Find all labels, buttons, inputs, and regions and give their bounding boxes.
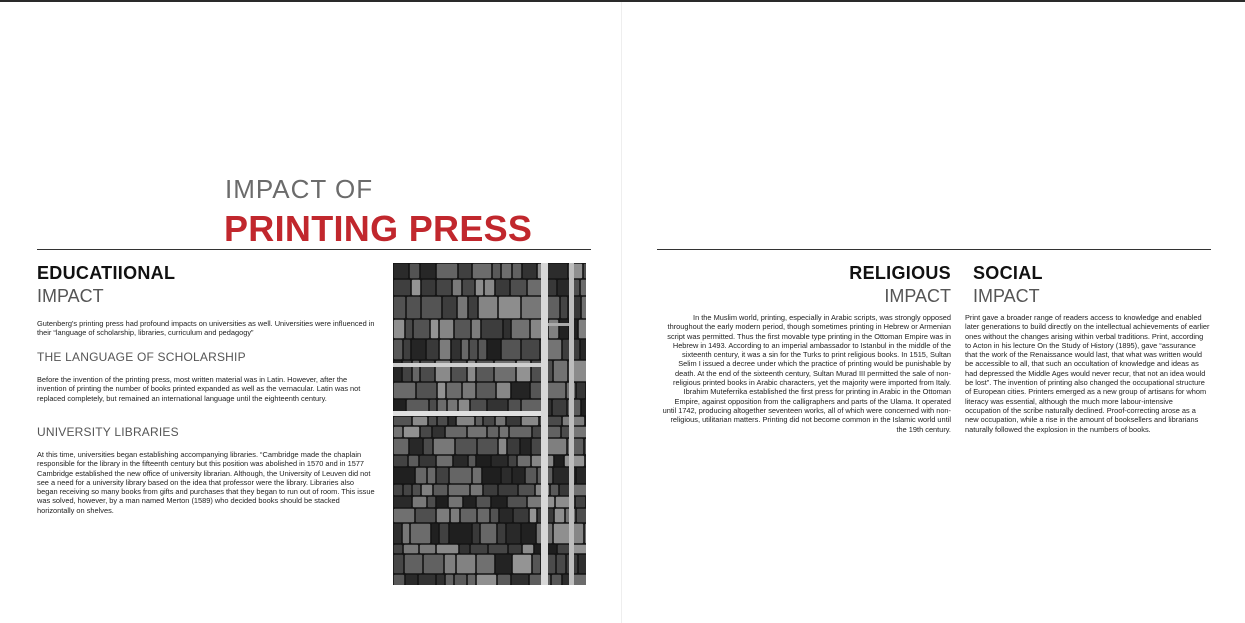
religious-heading: RELIGIOUS — [849, 263, 951, 283]
educational-intro: Gutenberg’s printing press had profound impacts on universities as well. Universities were influenced in their “language of scholarship, libraries, curriculum and pedagogy” — [37, 319, 375, 338]
educational-heading: EDUCATIIONAL — [37, 263, 176, 283]
spread-title-line2: PRINTING PRESS — [224, 208, 533, 249]
letterpress-type-photo — [393, 263, 586, 585]
language-scholarship-text: Before the invention of the printing press, most written material was in Latin. However, after the invention of printing the number of books printed expanded as well as the vernacular. Latin was not replaced completely, but remained an international language until the eighteenth century. — [37, 375, 361, 403]
social-subheading: IMPACT — [973, 286, 1040, 306]
right-title-rule — [657, 249, 1211, 250]
social-heading: SOCIAL — [973, 263, 1043, 283]
language-scholarship-heading: THE LANGUAGE OF SCHOLARSHIP — [37, 350, 246, 364]
university-libraries-text: At this time, universities began establishing accompanying libraries. “Cambridge made the chaplain responsible for the library in the fifteenth century but this position was abolished in 1570 and in 1577 Cambridge established the new office of university librarian. Although, the University of Leuven did not see a need for a university library based on the idea that professor were the library. Libraries also began receiving so many books from gifts and purchases that they began to run out of room. This issue was solved, however, by a man named Merton (1589) who decided books should be stacked horizontally on shelves. — [37, 450, 375, 515]
spread-title-line1: IMPACT OF — [225, 174, 374, 204]
social-text: Print gave a broader range of readers access to knowledge and enabled later generations to build directly on the intellectual achievements of earlier ones without the changes arising within verbal traditions. Print, according to Acton in his lecture On the Study of History (1895), gave “assurance that the work of the Renaissance would last, that what was written would be accessible to all, that such an occultation of knowledge and ideas as had depressed the Middle Ages would never recur, that not an idea would be lost”. The invention of printing also changed the occupational structure of European cities. Printers emerged as a new group of artisans for whom literacy was essential, although the much more labour-intensive occupation of the scribe naturally declined. Proof-correcting arose as a new occupation, while a rise in the amount of booksellers and librarians naturally followed the explosion in the numbers of books. — [965, 313, 1210, 434]
religious-text: In the Muslim world, printing, especially in Arabic scripts, was strongly opposed throughout the early modern period, though sometimes printing in Hebrew or Armenian script was permitted. Thus the first movable type printing in the Ottoman Empire was in Hebrew in 1493. According to an imperial ambassador to Istanbul in the middle of the sixteenth century, it was a sin for the Turks to print religious books. In 1515, Sultan Selim I issued a decree under which the practice of printing would be punishable by death. At the end of the sixteenth century, Sultan Murad III permitted the sale of non-religious printed books in Arabic characters, yet the majority were imported from Italy. Ibrahim Muteferrika established the first press for printing in Arabic in the Ottoman Empire, against opposition from the calligraphers and parts of the Ulama. It operated until 1742, producing altogether seventeen works, all of which were concerned with non-religious, utilitarian matters. Printing did not become common in the Islamic world until the 19th century. — [662, 313, 951, 434]
university-libraries-heading: UNIVERSITY LIBRARIES — [37, 425, 179, 439]
educational-subheading: IMPACT — [37, 286, 104, 306]
left-title-rule — [37, 249, 591, 250]
religious-subheading: IMPACT — [884, 286, 951, 306]
right-page — [622, 2, 1245, 623]
